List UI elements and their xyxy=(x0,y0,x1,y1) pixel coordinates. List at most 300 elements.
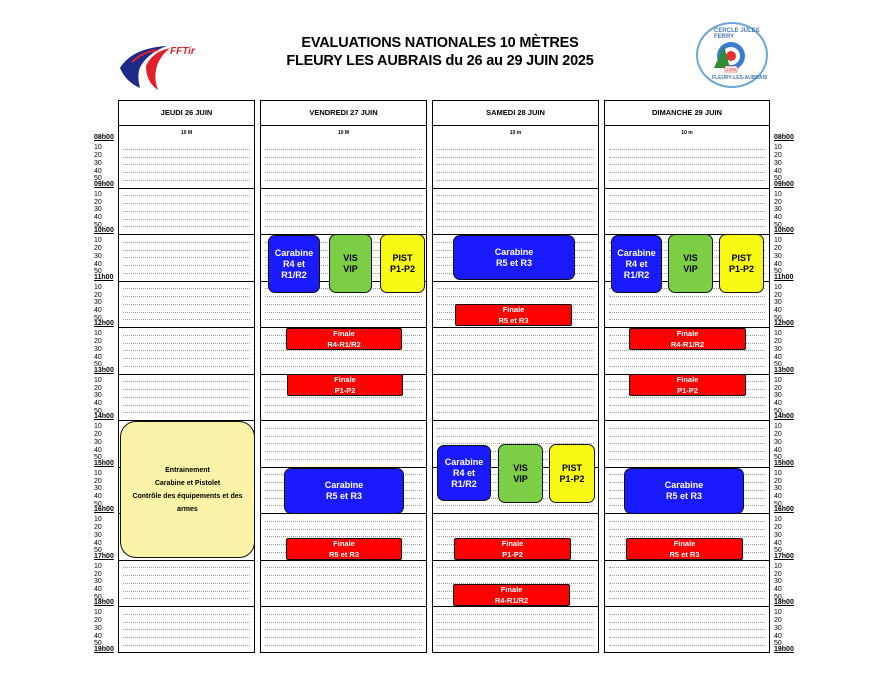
hour-label: 13h00 xyxy=(94,366,114,374)
minute-line xyxy=(609,443,765,444)
event-sun-finale-r4[interactable]: Finale R4-R1/R2 xyxy=(629,328,746,350)
hour-line xyxy=(433,420,598,421)
hour-label: 18h00 xyxy=(774,599,794,606)
minute-label: 30 xyxy=(774,438,782,446)
minute-label: 50 xyxy=(94,547,102,555)
minute-line xyxy=(609,575,765,576)
minute-line xyxy=(437,164,594,165)
minute-line xyxy=(123,273,250,274)
minute-line xyxy=(123,645,250,646)
minute-label: 50 xyxy=(774,407,782,415)
minute-label: 50 xyxy=(774,500,782,508)
minute-line xyxy=(265,529,422,530)
minute-line xyxy=(609,614,765,615)
minute-line xyxy=(265,164,422,165)
hour-label: 18h00 xyxy=(94,599,114,606)
minute-label: 20 xyxy=(774,198,782,206)
minute-line xyxy=(123,203,250,204)
minute-line xyxy=(609,226,765,227)
hour-line xyxy=(119,188,254,189)
minute-line xyxy=(265,366,422,367)
minute-line xyxy=(123,312,250,313)
minute-label: 30 xyxy=(94,345,102,353)
minute-line xyxy=(437,397,594,398)
minute-label: 10 xyxy=(94,516,102,524)
minute-label: 30 xyxy=(774,345,782,353)
hour-label: 14h00 xyxy=(94,413,114,420)
event-fri-carabine-r4[interactable]: Carabine R4 et R1/R2 xyxy=(268,235,320,293)
minute-label: 30 xyxy=(774,578,782,586)
minute-line xyxy=(437,157,594,158)
minute-line xyxy=(265,436,422,437)
minute-line xyxy=(437,412,594,413)
minute-label: 10 xyxy=(94,376,102,384)
minute-line xyxy=(437,529,594,530)
minute-label: 40 xyxy=(94,260,102,268)
hour-line xyxy=(605,606,769,607)
minute-line xyxy=(123,219,250,220)
minute-line xyxy=(123,242,250,243)
minute-label: 40 xyxy=(774,493,782,500)
minute-line xyxy=(437,172,594,173)
hour-label: 12h00 xyxy=(94,320,114,327)
minute-label: 40 xyxy=(94,493,102,500)
event-fri-finale-r4[interactable]: Finale R4-R1/R2 xyxy=(286,328,402,350)
minute-label: 30 xyxy=(774,485,782,493)
minute-line xyxy=(123,567,250,568)
minute-line xyxy=(265,598,422,599)
minute-line xyxy=(609,358,765,359)
minute-line xyxy=(609,436,765,437)
minute-line xyxy=(265,319,422,320)
hour-label: 16h00 xyxy=(94,506,114,513)
minute-label: 20 xyxy=(774,338,782,345)
minute-line xyxy=(123,226,250,227)
minute-line xyxy=(437,288,594,289)
minute-line xyxy=(437,180,594,181)
hour-line xyxy=(119,374,254,375)
hour-label: 15h00 xyxy=(774,459,794,467)
minute-label: 30 xyxy=(774,159,782,167)
minute-label: 30 xyxy=(94,531,102,539)
hour-line xyxy=(433,188,598,189)
minute-label: 30 xyxy=(94,252,102,260)
minute-line xyxy=(609,211,765,212)
minute-line xyxy=(123,265,250,266)
hour-line xyxy=(119,560,254,561)
minute-label: 10 xyxy=(774,562,782,570)
minute-line xyxy=(437,381,594,382)
minute-line xyxy=(123,622,250,623)
minute-label: 40 xyxy=(774,539,782,547)
minute-line xyxy=(609,622,765,623)
minute-label: 10 xyxy=(94,609,102,617)
minute-line xyxy=(265,157,422,158)
minute-line xyxy=(265,211,422,212)
minute-line xyxy=(123,389,250,390)
minute-label: 30 xyxy=(94,392,102,400)
minute-line xyxy=(123,211,250,212)
minute-label: 10 xyxy=(94,469,102,477)
day-header: DIMANCHE 29 JUIN xyxy=(605,101,769,126)
hour-line xyxy=(605,188,769,189)
minute-line xyxy=(609,172,765,173)
event-fri-vis-vip[interactable]: VIS VIP xyxy=(329,234,372,293)
minute-label: 30 xyxy=(94,299,102,307)
minute-line xyxy=(437,335,594,336)
minute-label: 20 xyxy=(774,384,782,392)
hour-label: 08h00 xyxy=(774,134,794,141)
minute-line xyxy=(609,203,765,204)
minute-line xyxy=(609,350,765,351)
minute-line xyxy=(437,436,594,437)
day-range: 10 m xyxy=(681,130,693,136)
minute-line xyxy=(609,567,765,568)
minute-label: 20 xyxy=(94,384,102,392)
minute-line xyxy=(265,521,422,522)
minute-label: 20 xyxy=(94,245,102,252)
minute-line xyxy=(123,397,250,398)
minute-line xyxy=(265,350,422,351)
minute-line xyxy=(123,614,250,615)
minute-line xyxy=(265,428,422,429)
event-sun-finale-r5[interactable]: Finale R5 et R3 xyxy=(626,538,743,560)
event-thu-training[interactable]: Entrainement Carabine et Pistolet Contrôle des équipements et des armes xyxy=(120,421,255,558)
minute-line xyxy=(437,629,594,630)
minute-line xyxy=(437,358,594,359)
event-sat-carabine-r5[interactable]: Carabine R5 et R3 xyxy=(453,235,575,280)
minute-label: 10 xyxy=(774,376,782,384)
minute-line xyxy=(265,412,422,413)
minute-line xyxy=(437,219,594,220)
minute-label: 50 xyxy=(94,361,102,369)
minute-line xyxy=(609,312,765,313)
hour-label: 09h00 xyxy=(94,180,114,188)
minute-line xyxy=(437,575,594,576)
minute-line xyxy=(123,319,250,320)
minute-line xyxy=(123,335,250,336)
hour-line xyxy=(433,513,598,514)
minute-label: 10 xyxy=(774,330,782,338)
minute-label: 20 xyxy=(774,152,782,159)
minute-label: 40 xyxy=(774,446,782,454)
minute-line xyxy=(609,304,765,305)
minute-line xyxy=(123,195,250,196)
event-sat-carabine-r4[interactable]: Carabine R4 et R1/R2 xyxy=(437,445,491,501)
minute-label: 50 xyxy=(94,640,102,648)
hour-line xyxy=(433,327,598,328)
minute-label: 50 xyxy=(774,640,782,648)
hour-label: 16h00 xyxy=(774,506,794,513)
minute-line xyxy=(123,358,250,359)
event-sun-carabine-r4[interactable]: Carabine R4 et R1/R2 xyxy=(611,235,662,293)
day-range: 10 M xyxy=(337,130,350,136)
minute-line xyxy=(265,591,422,592)
minute-line xyxy=(609,157,765,158)
minute-label: 10 xyxy=(774,516,782,524)
minute-label: 40 xyxy=(94,539,102,547)
minute-line xyxy=(265,645,422,646)
minute-line xyxy=(437,521,594,522)
minute-line xyxy=(437,645,594,646)
minute-line xyxy=(123,304,250,305)
hour-line xyxy=(605,420,769,421)
minute-label: 20 xyxy=(774,291,782,299)
minute-label: 50 xyxy=(94,175,102,183)
minute-label: 10 xyxy=(774,469,782,477)
minute-line xyxy=(265,296,422,297)
event-fri-carabine-r5[interactable]: Carabine R5 et R3 xyxy=(284,468,404,514)
hour-label: 14h00 xyxy=(774,413,794,420)
minute-label: 40 xyxy=(774,214,782,221)
minute-label: 10 xyxy=(774,190,782,198)
hour-label: 17h00 xyxy=(774,552,794,560)
minute-line xyxy=(437,296,594,297)
day-column-thursday xyxy=(118,100,255,653)
minute-line xyxy=(123,180,250,181)
minute-line xyxy=(123,164,250,165)
minute-label: 40 xyxy=(774,260,782,268)
minute-line xyxy=(265,180,422,181)
minute-line xyxy=(123,591,250,592)
event-fri-finale-p1[interactable]: Finale P1-P2 xyxy=(287,374,403,396)
minute-line xyxy=(437,428,594,429)
minute-line xyxy=(265,622,422,623)
minute-label: 20 xyxy=(94,570,102,578)
minute-line xyxy=(609,319,765,320)
minute-line xyxy=(123,288,250,289)
minute-label: 20 xyxy=(94,338,102,345)
hour-line xyxy=(119,606,254,607)
hour-label: 10h00 xyxy=(774,227,794,234)
minute-label: 30 xyxy=(774,299,782,307)
minute-label: 20 xyxy=(774,524,782,531)
minute-line xyxy=(123,296,250,297)
page-subtitle: FLEURY LES AUBRAIS du 26 au 29 JUIN 2025 xyxy=(286,53,594,69)
event-sat-vis-vip[interactable]: VIS VIP xyxy=(498,444,543,503)
minute-label: 20 xyxy=(94,431,102,438)
minute-line xyxy=(437,637,594,638)
hour-label: 15h00 xyxy=(94,459,114,467)
minute-line xyxy=(265,614,422,615)
minute-line xyxy=(265,203,422,204)
event-sun-carabine-r5[interactable]: Carabine R5 et R3 xyxy=(624,468,744,514)
minute-label: 50 xyxy=(774,221,782,229)
minute-label: 40 xyxy=(774,307,782,314)
minute-line xyxy=(609,637,765,638)
minute-line xyxy=(265,583,422,584)
minute-label: 20 xyxy=(94,291,102,299)
minute-line xyxy=(265,172,422,173)
minute-label: 30 xyxy=(94,438,102,446)
minute-label: 50 xyxy=(774,454,782,462)
hour-line xyxy=(261,188,426,189)
minute-label: 20 xyxy=(774,431,782,438)
minute-label: 50 xyxy=(774,268,782,276)
minute-label: 50 xyxy=(94,454,102,462)
minute-label: 40 xyxy=(774,353,782,361)
minute-label: 10 xyxy=(94,237,102,245)
minute-line xyxy=(609,529,765,530)
minute-label: 50 xyxy=(94,593,102,601)
minute-line xyxy=(609,451,765,452)
hour-line xyxy=(433,606,598,607)
fftir-logo xyxy=(112,38,207,94)
minute-label: 30 xyxy=(774,252,782,260)
minute-line xyxy=(609,195,765,196)
minute-line xyxy=(437,505,594,506)
minute-line xyxy=(437,614,594,615)
minute-label: 10 xyxy=(94,330,102,338)
minute-line xyxy=(265,629,422,630)
minute-label: 20 xyxy=(94,152,102,159)
minute-line xyxy=(265,459,422,460)
minute-line xyxy=(609,591,765,592)
minute-label: 40 xyxy=(94,307,102,314)
hour-line xyxy=(119,281,254,282)
minute-label: 50 xyxy=(94,314,102,322)
minute-label: 50 xyxy=(774,547,782,555)
minute-line xyxy=(609,412,765,413)
minute-label: 30 xyxy=(94,485,102,493)
event-sun-finale-p1[interactable]: Finale P1-P2 xyxy=(629,374,746,396)
minute-line xyxy=(265,405,422,406)
minute-line xyxy=(437,389,594,390)
minute-label: 20 xyxy=(774,477,782,485)
minute-line xyxy=(265,219,422,220)
minute-line xyxy=(123,405,250,406)
event-sat-finale-r5[interactable]: Finale R5 et R3 xyxy=(455,304,572,326)
minute-label: 10 xyxy=(774,237,782,245)
minute-line xyxy=(437,211,594,212)
minute-label: 10 xyxy=(94,423,102,431)
hour-line xyxy=(119,234,254,235)
minute-label: 10 xyxy=(94,283,102,291)
hour-label: 11h00 xyxy=(774,273,794,281)
day-column-saturday xyxy=(432,100,599,653)
minute-label: 50 xyxy=(774,593,782,601)
minute-line xyxy=(123,637,250,638)
minute-label: 30 xyxy=(774,531,782,539)
svg-text:1969: 1969 xyxy=(726,67,737,72)
minute-label: 30 xyxy=(774,206,782,214)
page-title: EVALUATIONS NATIONALES 10 MÈTRES xyxy=(301,35,579,51)
minute-label: 20 xyxy=(94,198,102,206)
event-fri-finale-r5[interactable]: Finale R5 et R3 xyxy=(286,538,402,560)
minute-label: 40 xyxy=(94,214,102,221)
minute-line xyxy=(265,567,422,568)
event-sun-pist[interactable]: PIST P1-P2 xyxy=(719,234,764,293)
minute-label: 40 xyxy=(774,586,782,593)
minute-line xyxy=(123,343,250,344)
minute-label: 30 xyxy=(94,624,102,632)
minute-label: 40 xyxy=(774,167,782,175)
event-sat-finale-p1[interactable]: Finale P1-P2 xyxy=(454,538,571,560)
minute-label: 10 xyxy=(94,562,102,570)
minute-label: 40 xyxy=(774,400,782,407)
minute-line xyxy=(265,358,422,359)
minute-line xyxy=(265,637,422,638)
minute-line xyxy=(265,397,422,398)
event-sun-vis-vip[interactable]: VIS VIP xyxy=(668,234,713,293)
minute-label: 50 xyxy=(774,175,782,183)
minute-line xyxy=(437,195,594,196)
minute-label: 40 xyxy=(94,400,102,407)
minute-label: 30 xyxy=(94,206,102,214)
minute-label: 20 xyxy=(774,245,782,252)
minute-label: 20 xyxy=(94,524,102,531)
day-header: VENDREDI 27 JUIN xyxy=(261,101,426,126)
minute-line xyxy=(265,226,422,227)
minute-line xyxy=(123,575,250,576)
hour-label: 09h00 xyxy=(774,180,794,188)
hour-label: 19h00 xyxy=(94,645,114,653)
minute-label: 40 xyxy=(94,586,102,593)
hour-label: 11h00 xyxy=(94,273,114,281)
minute-line xyxy=(123,149,250,150)
hour-line xyxy=(119,327,254,328)
event-fri-pist[interactable]: PIST P1-P2 xyxy=(380,234,425,293)
hour-label: 13h00 xyxy=(774,366,794,374)
minute-line xyxy=(123,366,250,367)
minute-line xyxy=(437,622,594,623)
hour-label: 12h00 xyxy=(774,320,794,327)
minute-line xyxy=(609,598,765,599)
minute-line xyxy=(265,149,422,150)
minute-line xyxy=(437,203,594,204)
day-header: SAMEDI 28 JUIN xyxy=(433,101,598,126)
minute-label: 40 xyxy=(94,353,102,361)
day-range: 10 m xyxy=(509,130,522,136)
minute-label: 50 xyxy=(94,221,102,229)
minute-line xyxy=(609,296,765,297)
minute-label: 30 xyxy=(774,392,782,400)
minute-label: 50 xyxy=(774,314,782,322)
minute-label: 40 xyxy=(94,167,102,175)
minute-label: 20 xyxy=(774,570,782,578)
minute-line xyxy=(437,149,594,150)
minute-line xyxy=(609,397,765,398)
event-sat-pist[interactable]: PIST P1-P2 xyxy=(549,444,595,503)
svg-text:FFTir: FFTir xyxy=(170,46,195,57)
minute-label: 10 xyxy=(774,609,782,617)
minute-line xyxy=(265,312,422,313)
minute-line xyxy=(123,629,250,630)
minute-line xyxy=(609,219,765,220)
minute-label: 40 xyxy=(94,446,102,454)
minute-line xyxy=(609,521,765,522)
minute-line xyxy=(609,428,765,429)
minute-line xyxy=(123,350,250,351)
minute-line xyxy=(123,583,250,584)
day-header: JEUDI 26 JUIN xyxy=(119,101,254,126)
minute-label: 20 xyxy=(94,477,102,485)
minute-label: 30 xyxy=(94,578,102,586)
minute-label: 50 xyxy=(94,407,102,415)
hour-label: 10h00 xyxy=(94,227,114,234)
minute-label: 30 xyxy=(774,624,782,632)
minute-line xyxy=(437,366,594,367)
event-sat-finale-r4[interactable]: Finale R4-R1/R2 xyxy=(453,584,570,606)
hour-line xyxy=(433,281,598,282)
minute-label: 10 xyxy=(774,144,782,152)
minute-label: 10 xyxy=(774,423,782,431)
minute-line xyxy=(123,598,250,599)
minute-line xyxy=(123,157,250,158)
minute-line xyxy=(609,645,765,646)
minute-line xyxy=(609,366,765,367)
hour-line xyxy=(433,374,598,375)
